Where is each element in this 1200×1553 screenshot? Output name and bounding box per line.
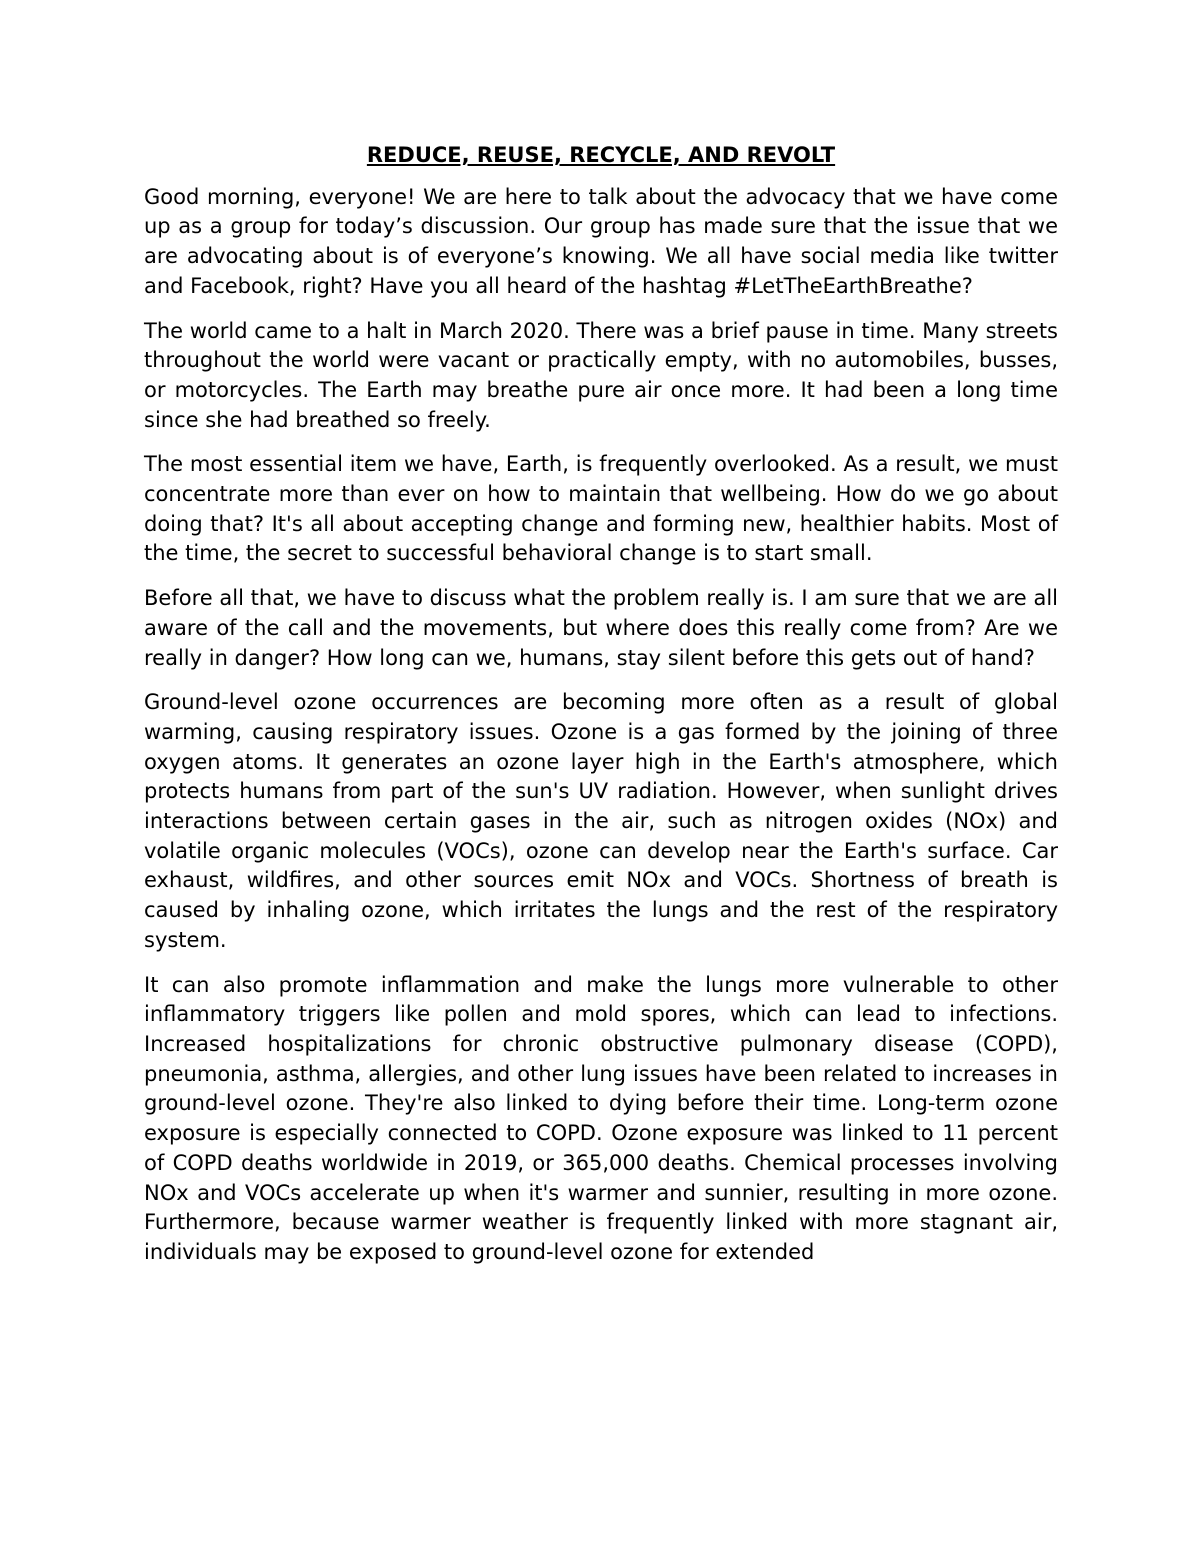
paragraph-problem: Before all that, we have to discuss what the problem really is. I am sure that we are all aware of the call and the movements, but where does this really come from? Are we really in danger? How long can we, humans, stay silent before this gets out of hand?	[144, 586, 1058, 670]
document-title: REDUCE, REUSE, RECYCLE, AND REVOLT	[366, 143, 836, 167]
paragraph-intro: Good morning, everyone! We are here to talk about the advocacy that we have come up as a group for today’s discussion. Our group has made sure that the issue that we are advocating about is of everyone’s knowing. We all have social media like twitter and Facebook, right? Have you all heard of the hashtag #LetTheEarthBreathe?	[144, 184, 1058, 298]
document-body	[144, 141, 1058, 1283]
paragraph-earth-overlooked: The most essential item we have, Earth, is frequently overlooked. As a result, we must concentrate more than ever on how to maintain that wellbeing. How do we go about doing that? It's all about accepting change and forming new, healthier habits. Most of the time, the secret to successful behavioral change is to start small.	[144, 452, 1058, 566]
paragraph-ground-level-ozone: Ground-level ozone occurrences are becoming more often as a result of global warming, causing respiratory issues. Ozone is a gas formed by the joining of three oxygen atoms. It generates an ozone layer high in the Earth's atmosphere, which protects humans from part of the sun's UV radiation. However, when sunlight drives interactions between certain gases in the air, such as nitrogen oxides (NOx) and volatile organic molecules (VOCs), ozone can develop near the Earth's surface. Car exhaust, wildfires, and other sources emit NOx and VOCs. Shortness of breath is caused by inhaling ozone, which irritates the lungs and the rest of the respiratory system.	[144, 690, 1058, 952]
paragraph-halt-2020: The world came to a halt in March 2020. There was a brief pause in time. Many streets throughout the world were vacant or practically empty, with no automobiles, busses, or motorcycles. The Earth may breathe pure air once more. It had been a long time since she had breathed so freely.	[144, 318, 1058, 432]
paragraph-inflammation: It can also promote inflammation and make the lungs more vulnerable to other inflammatory triggers like pollen and mold spores, which can lead to infections. Increased hospitalizations for chronic obstructive pulmonary disease (COPD), pneumonia, asthma, allergies, and other lung issues have been related to increases in ground-level ozone. They're also linked to dying before their time. Long-term ozone exposure is especially connected to COPD. Ozone exposure was linked to 11 percent of COPD deaths worldwide in 2019, or 365,000 deaths. Chemical processes involving NOx and VOCs accelerate up when it's warmer and sunnier, resulting in more ozone. Furthermore, because warmer weather is frequently linked with more stagnant air, individuals may be exposed to ground-level ozone for extended	[144, 972, 1058, 1264]
